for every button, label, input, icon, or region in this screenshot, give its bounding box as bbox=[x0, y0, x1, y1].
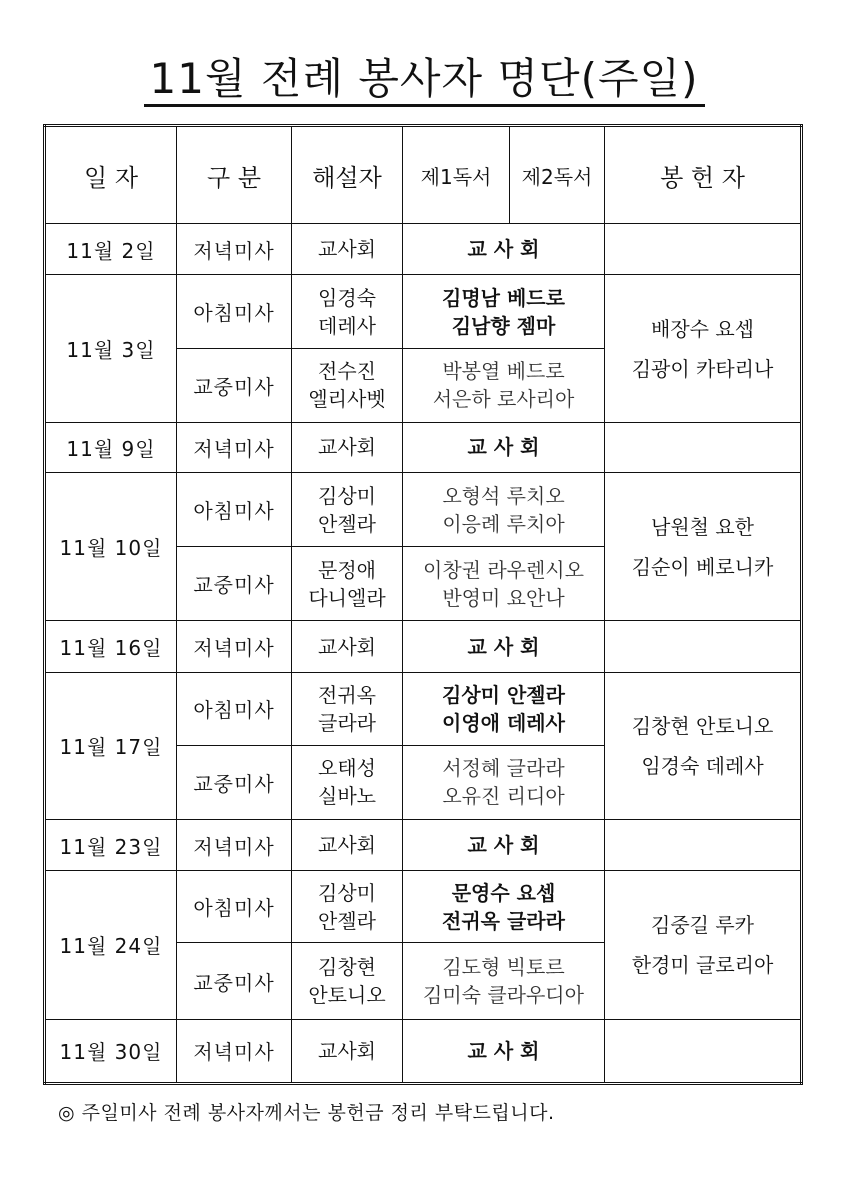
row-readers bbox=[403, 275, 605, 348]
row-date: 11월 30일 bbox=[45, 1019, 177, 1083]
offering-person-2: 김순이 베로니카 bbox=[631, 554, 774, 579]
row-commentator bbox=[292, 672, 403, 745]
row-readers bbox=[403, 672, 605, 745]
reader-second: 서은하 로사리아 bbox=[432, 387, 575, 412]
reader-second: 김미숙 클라우디아 bbox=[423, 983, 584, 1008]
row-kind: 저녁미사 bbox=[177, 621, 292, 672]
offering-person-1: 김중길 루카 bbox=[651, 912, 754, 937]
row-readers bbox=[403, 473, 605, 547]
row-kind: 저녁미사 bbox=[177, 422, 292, 472]
header-reader2: 제2독서 bbox=[510, 126, 605, 224]
row-offering bbox=[605, 473, 802, 621]
row-kind: 아침미사 bbox=[177, 672, 292, 745]
offering-person-1: 배장수 요셉 bbox=[651, 316, 754, 341]
row-kind: 교중미사 bbox=[177, 745, 292, 819]
table-row bbox=[45, 224, 802, 275]
row-kind: 저녁미사 bbox=[177, 820, 292, 871]
reader-second: 이응례 루치아 bbox=[442, 511, 565, 536]
commentator-name: 전귀옥 bbox=[318, 682, 376, 707]
header-kind: 구 분 bbox=[177, 126, 292, 224]
row-offering-empty bbox=[605, 422, 802, 472]
row-kind: 아침미사 bbox=[177, 871, 292, 943]
row-readers: 교 사 회 bbox=[403, 422, 605, 472]
row-offering-empty bbox=[605, 1019, 802, 1083]
footnote: ◎ 주일미사 전례 봉사자께서는 봉헌금 정리 부탁드립니다. bbox=[58, 1102, 555, 1124]
header-reader1: 제1독서 bbox=[403, 126, 510, 224]
commentator-baptismal: 다니엘라 bbox=[308, 585, 386, 610]
commentator-baptismal: 엘리사벳 bbox=[308, 387, 386, 412]
commentator-baptismal: 글라라 bbox=[318, 710, 376, 735]
offering-person-2: 한경미 글로리아 bbox=[631, 952, 774, 977]
row-kind: 저녁미사 bbox=[177, 224, 292, 275]
row-commentator bbox=[292, 745, 403, 819]
table-row bbox=[45, 473, 802, 547]
header-commentator: 해설자 bbox=[292, 126, 403, 224]
row-readers bbox=[403, 943, 605, 1019]
commentator-baptismal: 안젤라 bbox=[318, 908, 376, 933]
table-row bbox=[45, 820, 802, 871]
row-readers: 교 사 회 bbox=[403, 1019, 605, 1083]
row-readers bbox=[403, 871, 605, 943]
reader-first: 문영수 요셉 bbox=[451, 880, 556, 905]
row-commentator bbox=[292, 348, 403, 422]
row-commentator: 교사회 bbox=[292, 224, 403, 275]
row-date: 11월 3일 bbox=[45, 275, 177, 422]
row-date: 11월 24일 bbox=[45, 871, 177, 1019]
reader-first: 김도형 빅토르 bbox=[442, 955, 565, 980]
offering-person-1: 김창현 안토니오 bbox=[631, 713, 774, 738]
commentator-name: 김창현 bbox=[318, 955, 376, 980]
row-date: 11월 23일 bbox=[45, 820, 177, 871]
row-commentator bbox=[292, 871, 403, 943]
row-offering bbox=[605, 871, 802, 1019]
reader-second: 오유진 리디아 bbox=[442, 784, 565, 809]
roster-table bbox=[43, 124, 803, 1085]
reader-first: 이창권 라우렌시오 bbox=[423, 557, 584, 582]
commentator-name: 문정애 bbox=[318, 557, 376, 582]
row-readers: 교 사 회 bbox=[403, 820, 605, 871]
reader-second: 이영애 데레사 bbox=[442, 710, 565, 735]
row-commentator bbox=[292, 473, 403, 547]
row-readers bbox=[403, 745, 605, 819]
row-commentator: 교사회 bbox=[292, 621, 403, 672]
page-title-text: 11월 전례 봉사자 명단(주일) bbox=[144, 54, 705, 107]
reader-second: 김남향 젬마 bbox=[451, 313, 556, 338]
row-offering-empty bbox=[605, 820, 802, 871]
commentator-name: 김상미 bbox=[318, 880, 376, 905]
reader-first: 김명남 베드로 bbox=[442, 285, 565, 310]
table-row bbox=[45, 422, 802, 472]
table-row bbox=[45, 871, 802, 943]
row-commentator: 교사회 bbox=[292, 820, 403, 871]
table-row bbox=[45, 672, 802, 745]
row-commentator bbox=[292, 275, 403, 348]
table-row bbox=[45, 275, 802, 348]
row-date: 11월 9일 bbox=[45, 422, 177, 472]
commentator-name: 오태성 bbox=[318, 756, 376, 781]
row-kind: 아침미사 bbox=[177, 473, 292, 547]
row-date: 11월 16일 bbox=[45, 621, 177, 672]
row-readers: 교 사 회 bbox=[403, 224, 605, 275]
row-date: 11월 17일 bbox=[45, 672, 177, 819]
commentator-baptismal: 데레사 bbox=[318, 313, 376, 338]
row-offering bbox=[605, 275, 802, 422]
row-offering bbox=[605, 672, 802, 819]
table-row bbox=[45, 621, 802, 672]
row-date: 11월 10일 bbox=[45, 473, 177, 621]
row-commentator: 교사회 bbox=[292, 422, 403, 472]
commentator-name: 전수진 bbox=[318, 359, 376, 384]
reader-first: 박봉열 베드로 bbox=[442, 359, 565, 384]
commentator-baptismal: 안젤라 bbox=[318, 511, 376, 536]
row-offering-empty bbox=[605, 224, 802, 275]
header-offering: 봉 헌 자 bbox=[605, 126, 802, 224]
commentator-name: 임경숙 bbox=[318, 285, 376, 310]
row-commentator: 교사회 bbox=[292, 1019, 403, 1083]
table-row bbox=[45, 1019, 802, 1083]
row-readers bbox=[403, 348, 605, 422]
row-commentator bbox=[292, 547, 403, 621]
row-offering-empty bbox=[605, 621, 802, 672]
offering-person-2: 임경숙 데레사 bbox=[641, 753, 764, 778]
reader-first: 김상미 안젤라 bbox=[442, 682, 565, 707]
reader-second: 전귀옥 글라라 bbox=[442, 908, 565, 933]
row-readers bbox=[403, 547, 605, 621]
page-title bbox=[0, 54, 848, 107]
row-kind: 교중미사 bbox=[177, 547, 292, 621]
commentator-baptismal: 실바노 bbox=[318, 784, 376, 809]
row-kind: 교중미사 bbox=[177, 943, 292, 1019]
commentator-name: 김상미 bbox=[318, 483, 376, 508]
row-readers: 교 사 회 bbox=[403, 621, 605, 672]
header-date: 일 자 bbox=[45, 126, 177, 224]
row-date: 11월 2일 bbox=[45, 224, 177, 275]
commentator-baptismal: 안토니오 bbox=[308, 983, 386, 1008]
offering-person-2: 김광이 카타리나 bbox=[631, 356, 774, 381]
row-kind: 아침미사 bbox=[177, 275, 292, 348]
row-commentator bbox=[292, 943, 403, 1019]
offering-person-1: 남원철 요한 bbox=[651, 514, 754, 539]
reader-first: 오형석 루치오 bbox=[442, 483, 565, 508]
reader-second: 반영미 요안나 bbox=[442, 585, 565, 610]
table-header-row bbox=[45, 126, 802, 224]
reader-first: 서정혜 글라라 bbox=[442, 756, 565, 781]
row-kind: 교중미사 bbox=[177, 348, 292, 422]
row-kind: 저녁미사 bbox=[177, 1019, 292, 1083]
